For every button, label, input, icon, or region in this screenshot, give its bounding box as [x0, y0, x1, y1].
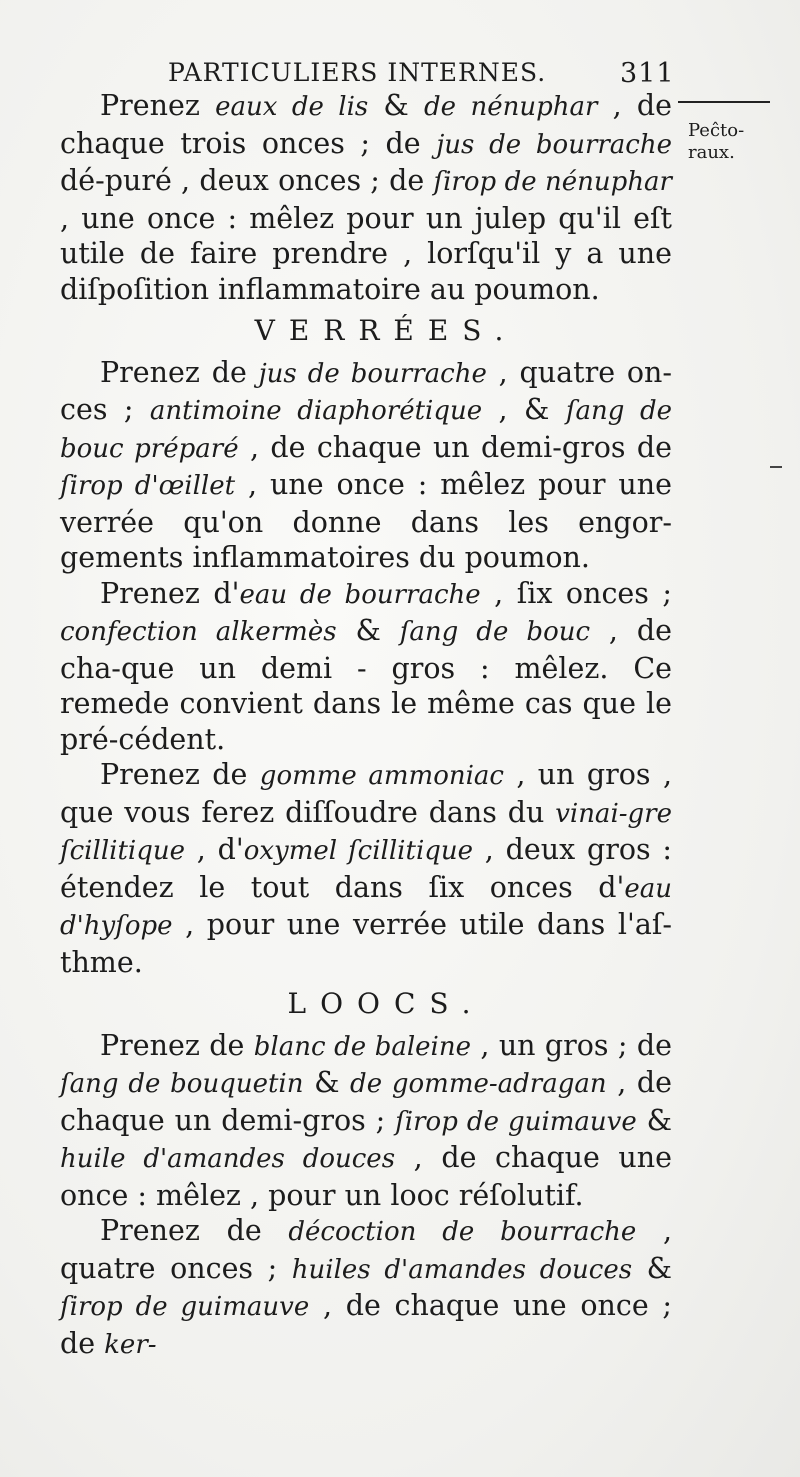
- text-run: , &: [482, 393, 566, 426]
- italic-run: ker-: [104, 1329, 157, 1360]
- text-run: , une once : mêlez pour un julep qu'il eſt utile de faire prendre , lorſqu'il y a une diſpoſition inflammatoire au poumon.: [60, 201, 672, 306]
- text-run: &: [303, 1066, 351, 1099]
- text-run: , de cha-que un demi - gros : mêlez. Ce remede convient dans le même cas que le pré-cédent.: [60, 614, 672, 756]
- text-run: , quatre on-ces ;: [60, 355, 673, 426]
- text-run: , un gros , que vous ferez diſſoudre dans du: [60, 758, 672, 829]
- body-text: [60, 88, 672, 1363]
- paragraph: [60, 757, 672, 980]
- section-heading-verrees: VERRÉES.: [254, 314, 518, 347]
- running-head: [168, 58, 688, 87]
- italic-run: antimoine diaphorétique: [149, 396, 483, 426]
- italic-run: jus de bourrache: [258, 358, 487, 389]
- section-intro: [60, 88, 672, 307]
- text-run: &: [368, 89, 425, 122]
- text-run: Prenez de: [100, 1214, 289, 1247]
- margin-mark: [770, 466, 782, 468]
- text-run: , de chaque une once : mêlez , pour un looc réſolutif.: [60, 1141, 673, 1212]
- italic-run: confection alkermès: [60, 617, 337, 647]
- italic-run: eaux de lis: [215, 92, 369, 122]
- text-run: &: [632, 1251, 672, 1285]
- text-run: &: [636, 1103, 672, 1137]
- text-run: &: [336, 614, 400, 647]
- section-verrees: [60, 355, 672, 981]
- italic-run: huile d'amandes douces: [60, 1144, 396, 1174]
- running-head-title: PARTICULIERS INTERNES.: [168, 58, 547, 87]
- italic-run: décoction de bourrache: [288, 1217, 637, 1247]
- italic-run: blanc de baleine: [253, 1031, 472, 1062]
- text-run: , deux gros : étendez le tout dans ſix onces d': [60, 833, 672, 904]
- text-run: , de chaque trois onces ; de: [60, 89, 672, 160]
- text-run: , quatre onces ;: [60, 1214, 673, 1285]
- italic-run: gomme ammoniac: [259, 761, 504, 791]
- italic-run: ſirop de guimauve: [60, 1292, 310, 1322]
- paragraph: [60, 1028, 672, 1214]
- margin-note: Peĉto-raux.: [688, 120, 745, 163]
- italic-run: ſang de bouquetin: [60, 1069, 304, 1099]
- italic-run: eau de bourrache: [239, 579, 481, 610]
- paragraph: [60, 576, 672, 758]
- italic-run: ſang de bouc préparé: [60, 396, 672, 464]
- italic-run: ſang de bouc: [399, 617, 591, 647]
- section-heading-loocs: LOOCS.: [287, 987, 485, 1020]
- italic-run: oxymel ſcillitique: [243, 836, 474, 866]
- text-run: , pour une verrée utile dans l'aſ-thme.: [60, 908, 672, 979]
- italic-run: vinai-gre ſcillitique: [60, 798, 672, 866]
- italic-run: de gomme-adragan: [350, 1069, 607, 1099]
- text-run: Prenez d': [100, 576, 240, 610]
- italic-run: ſirop de guimauve: [395, 1106, 637, 1137]
- text-run: , une once : mêlez pour une verrée qu'on donne dans les engor-gements inflammatoires du poumon.: [60, 468, 672, 574]
- italic-run: ſirop d'œillet: [60, 471, 236, 501]
- text-run: Prenez de: [100, 355, 259, 389]
- text-run: , de chaque un demi-gros de: [238, 430, 672, 464]
- italic-run: de nénuphar: [424, 92, 598, 122]
- text-run: Prenez de: [100, 758, 260, 791]
- text-run: , de chaque une once ; de: [60, 1289, 673, 1360]
- paragraph: [60, 88, 672, 307]
- italic-run: jus de bourrache: [436, 129, 672, 160]
- italic-run: ſirop de nénuphar: [433, 167, 672, 197]
- sidenote-rule: [678, 101, 770, 103]
- text-run: , d': [185, 833, 244, 866]
- paragraph: [60, 355, 672, 576]
- italic-run: eau d'hyſope: [60, 873, 672, 941]
- text-run: dé-puré , deux onces ; de: [60, 164, 434, 197]
- text-run: Prenez: [100, 89, 216, 122]
- italic-run: huiles d'amandes douces: [291, 1254, 633, 1285]
- page-number: 311: [620, 58, 675, 89]
- text-run: , de chaque un demi-gros ;: [60, 1066, 672, 1137]
- text-run: , ſix onces ;: [480, 576, 672, 610]
- text-run: Prenez de: [100, 1028, 254, 1062]
- section-loocs: [60, 1028, 672, 1364]
- paragraph: [60, 1213, 672, 1363]
- text-run: , un gros ; de: [471, 1028, 672, 1062]
